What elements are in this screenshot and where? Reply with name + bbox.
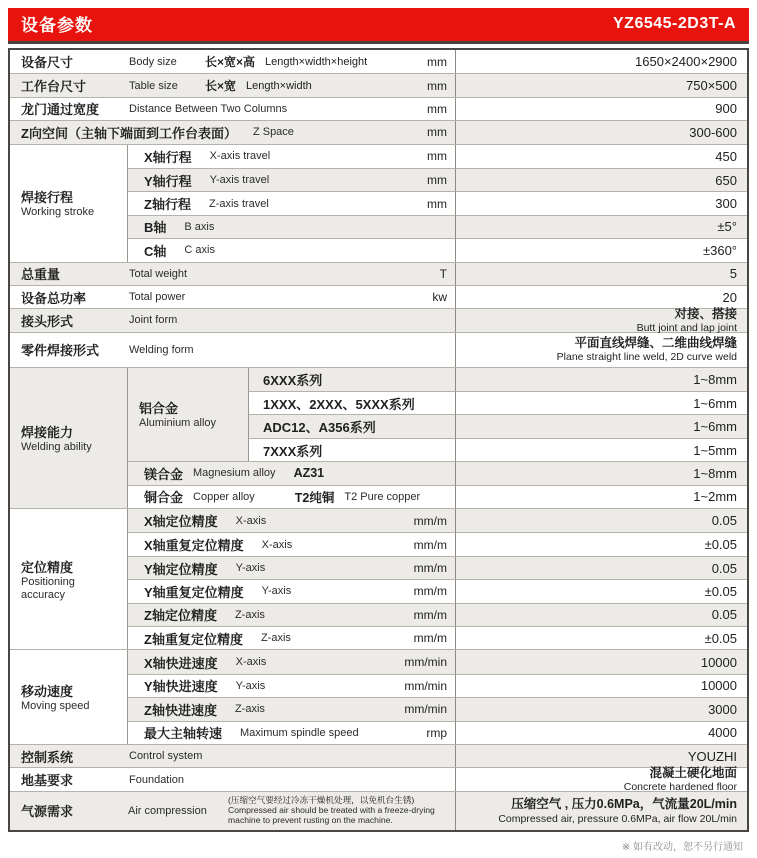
- group-label-en: Positioning accuracy: [21, 575, 75, 601]
- row-value: ±0.05: [455, 532, 747, 555]
- dimension-zh: 长×宽×高: [205, 55, 256, 70]
- unit-label: mm/min: [404, 702, 447, 717]
- label-zh: 铜合金: [144, 490, 184, 506]
- unit-label: T: [439, 266, 447, 281]
- group-welding-ability: [10, 367, 747, 508]
- alloy-grade-zh: T2纯铜: [294, 490, 335, 505]
- unit-label: mm/m: [413, 561, 447, 575]
- row-value: 10000: [455, 650, 747, 673]
- unit-label: mm/min: [404, 655, 447, 670]
- label-zh: 接头形式: [21, 313, 74, 329]
- label-en: Copper alloy: [193, 490, 255, 503]
- row-value: 1~5mm: [455, 438, 747, 461]
- row-labels: [10, 121, 455, 143]
- group-label: [10, 509, 127, 649]
- unit-label: mm: [427, 173, 447, 188]
- row-labels-copper: [127, 485, 455, 508]
- subgroup-label-zh: 铝合金: [139, 401, 179, 417]
- row-value: 5: [455, 263, 747, 285]
- row-value: 4000: [455, 721, 747, 744]
- unit-label: rmp: [426, 725, 447, 740]
- label-en: Z-axis: [234, 703, 265, 716]
- value-zh: 混凝土硬化地面: [649, 765, 737, 780]
- label-en: Body size: [129, 55, 177, 68]
- label-zh: X轴重复定位精度: [144, 538, 244, 554]
- value-en: Plane straight line weld, 2D curve weld: [556, 351, 737, 364]
- label-zh: 设备尺寸: [21, 55, 74, 71]
- value-en: Compressed air, pressure 0.6MPa, air flow 20L/min: [498, 812, 737, 825]
- spec-table: [8, 48, 749, 832]
- label-zh: 镁合金: [144, 466, 184, 482]
- value-zh: 压缩空气 , 压力0.6MPa，气流量20L/min: [511, 796, 737, 811]
- label-zh: 工作台尺寸: [21, 79, 87, 95]
- table-row-foundation: [10, 765, 747, 794]
- dimension-zh: 长×宽: [205, 79, 237, 94]
- group-label: [10, 368, 127, 508]
- label-zh: Z向空间（主轴下端面到工作台表面）: [21, 125, 237, 141]
- row-value: [455, 765, 747, 794]
- air-note: [228, 794, 455, 826]
- label-zh: 最大主轴转速: [144, 726, 223, 742]
- row-value: 450: [455, 145, 747, 168]
- row-labels: [127, 556, 455, 579]
- row-value: 750×500: [455, 74, 747, 96]
- row-value: 300: [455, 191, 747, 214]
- label-zh: Z轴快进速度: [144, 702, 217, 718]
- row-value: 1~6mm: [455, 391, 747, 414]
- label-en: Y-axis: [261, 585, 292, 598]
- row-labels: [127, 626, 455, 649]
- row-value: 0.05: [455, 556, 747, 579]
- label-en: X-axis travel: [209, 150, 271, 163]
- title-bar: [8, 8, 749, 44]
- label-zh: 气源需求: [21, 804, 74, 820]
- row-labels: [127, 603, 455, 626]
- row-labels: [10, 286, 455, 308]
- label-zh: Z轴定位精度: [144, 608, 217, 624]
- row-labels: [10, 745, 455, 767]
- group-moving-speed: [10, 649, 747, 744]
- row-value: 10000: [455, 674, 747, 697]
- table-row-control-system: [10, 744, 747, 767]
- row-value: 20: [455, 286, 747, 308]
- row-value: [455, 306, 747, 335]
- alloy-grade-en: T2 Pure copper: [344, 490, 421, 503]
- row-value: 1~2mm: [455, 485, 747, 508]
- row-value: ±360°: [455, 238, 747, 261]
- value-en: Butt joint and lap joint: [636, 322, 737, 335]
- table-row-total-weight: [10, 262, 747, 285]
- row-labels: [127, 674, 455, 697]
- dimension-en: Length×width×height: [265, 55, 368, 68]
- unit-label: mm/min: [404, 678, 447, 693]
- table-row-joint-form: [10, 306, 747, 335]
- group-label: [10, 145, 127, 262]
- alloy-grade: AZ31: [293, 466, 325, 481]
- row-value: 650: [455, 168, 747, 191]
- row-value: ±0.05: [455, 579, 747, 602]
- label-en: X-axis: [261, 538, 293, 551]
- table-row-gantry-width: [10, 97, 747, 120]
- row-value: 1~8mm: [455, 461, 747, 484]
- group-label-en: Moving speed: [21, 700, 90, 713]
- row-value: 300-600: [455, 121, 747, 143]
- series-label: ADC12、A356系列: [248, 414, 455, 437]
- group-label-en: Working stroke: [21, 205, 95, 218]
- row-labels: [127, 191, 455, 214]
- row-labels: [127, 650, 455, 673]
- label-zh: Y轴重复定位精度: [144, 584, 244, 600]
- row-labels: [10, 792, 455, 830]
- label-zh: 设备总功率: [21, 290, 87, 306]
- footer-disclaimer: ※ 如有改动，恕不另行通知: [621, 842, 743, 853]
- label-zh: 控制系统: [21, 749, 74, 765]
- label-en: Joint form: [129, 314, 178, 327]
- unit-label: mm: [427, 149, 447, 164]
- row-value: 1~8mm: [455, 368, 747, 391]
- subgroup-label-en: Aluminium alloy: [139, 417, 217, 430]
- group-label-en: Welding ability: [21, 440, 92, 453]
- label-en: Table size: [129, 79, 178, 92]
- label-en: Maximum spindle speed: [240, 726, 359, 739]
- group-label-zh: 焊接能力: [21, 424, 74, 440]
- label-zh: X轴快进速度: [144, 655, 218, 671]
- label-en: X-axis: [235, 656, 267, 669]
- label-en: Air compression: [128, 804, 207, 817]
- row-labels-magnesium: [127, 461, 455, 484]
- group-positioning-accuracy: [10, 508, 747, 649]
- label-en: Z-axis: [234, 608, 265, 621]
- label-zh: X轴定位精度: [144, 514, 218, 530]
- row-labels: [10, 768, 455, 790]
- label-en: Magnesium alloy: [193, 467, 276, 480]
- label-zh: 地基要求: [21, 773, 74, 789]
- label-en: Total weight: [129, 267, 188, 280]
- series-label: 6XXX系列: [248, 368, 455, 391]
- row-value: [455, 333, 747, 367]
- label-zh: Y轴行程: [144, 173, 192, 189]
- series-label: 1XXX、2XXX、5XXX系列: [248, 391, 455, 414]
- label-en: C axis: [184, 244, 215, 257]
- label-zh: Z轴重复定位精度: [144, 631, 243, 647]
- row-labels: [10, 333, 455, 367]
- row-labels: [10, 263, 455, 285]
- row-labels: [10, 98, 455, 120]
- unit-label: mm/m: [413, 584, 447, 599]
- table-row-body-size: [10, 50, 747, 73]
- table-row-welding-form: [10, 332, 747, 367]
- subgroup-label-aluminium: [127, 368, 248, 462]
- label-en: Distance Between Two Columns: [129, 102, 288, 115]
- group-label-zh: 定位精度: [21, 559, 74, 575]
- label-en: Foundation: [129, 773, 185, 786]
- row-labels: [127, 509, 455, 532]
- unit-label: mm/m: [413, 513, 447, 528]
- air-note-zh: (压缩空气要经过冷冻干燥机处理，以免机台生锈): [228, 795, 415, 806]
- unit-label: mm: [427, 196, 447, 211]
- row-value: 900: [455, 98, 747, 120]
- unit-label: mm: [427, 54, 447, 69]
- label-zh: 总重量: [21, 267, 61, 283]
- value-en: Concrete hardened floor: [623, 781, 737, 794]
- unit-label: mm/m: [413, 607, 447, 622]
- page-title: 设备参数: [21, 16, 93, 35]
- row-value: YOUZHI: [455, 745, 747, 767]
- row-labels: [127, 238, 455, 261]
- label-en: Z Space: [252, 126, 294, 139]
- label-zh: 零件焊接形式: [21, 343, 100, 359]
- dimension-en: Length×width: [246, 79, 312, 92]
- table-row-z-space: [10, 120, 747, 143]
- row-labels: [127, 697, 455, 720]
- label-en: Z-axis: [260, 632, 291, 645]
- value-zh: 平面直线焊缝、二维曲线焊缝: [574, 335, 737, 350]
- label-en: Total power: [129, 291, 186, 304]
- unit-label: mm/m: [413, 537, 447, 552]
- row-value: 0.05: [455, 603, 747, 626]
- value-zh: 对接、搭接: [674, 306, 737, 321]
- row-value: 0.05: [455, 509, 747, 532]
- label-en: B axis: [184, 220, 215, 233]
- row-labels: [10, 309, 455, 331]
- row-labels: [127, 721, 455, 744]
- label-en: Z-axis travel: [208, 197, 269, 210]
- unit-label: mm: [427, 78, 447, 93]
- label-zh: 龙门通过宽度: [21, 102, 100, 118]
- row-labels: [10, 50, 455, 73]
- row-labels: [127, 145, 455, 168]
- label-zh: Y轴定位精度: [144, 561, 218, 577]
- label-en: Y-axis travel: [209, 174, 270, 187]
- row-labels: [10, 74, 455, 96]
- row-labels: [127, 532, 455, 555]
- air-note-en: Compressed air should be treated with a freeze-drying machine to prevent rusting on the machine.: [228, 805, 435, 826]
- table-row-table-size: [10, 73, 747, 96]
- label-zh: Z轴行程: [144, 197, 191, 213]
- series-label: 7XXX系列: [248, 438, 455, 461]
- unit-label: mm: [427, 101, 447, 116]
- label-en: Y-axis: [235, 679, 266, 692]
- label-en: Y-axis: [235, 562, 266, 574]
- group-label-zh: 焊接行程: [21, 189, 74, 205]
- row-labels: [127, 168, 455, 191]
- model-number: YZ6545-2D3T-A: [613, 14, 736, 32]
- row-value: ±5°: [455, 215, 747, 238]
- row-value: [455, 792, 747, 830]
- row-value: 1650×2400×2900: [455, 50, 747, 73]
- row-value: 3000: [455, 697, 747, 720]
- group-label-zh: 移动速度: [21, 684, 74, 700]
- row-value: 1~6mm: [455, 414, 747, 437]
- label-en: X-axis: [235, 514, 267, 527]
- label-zh: C轴: [144, 243, 167, 259]
- table-row-total-power: [10, 285, 747, 308]
- unit-label: mm/m: [413, 631, 447, 646]
- group-working-stroke: [10, 144, 747, 262]
- table-row-air-compression: [10, 791, 747, 830]
- label-zh: Y轴快进速度: [144, 679, 218, 695]
- label-en: Control system: [129, 750, 203, 763]
- label-en: Welding form: [129, 343, 194, 356]
- label-zh: B轴: [144, 220, 167, 236]
- row-value: ±0.05: [455, 626, 747, 649]
- row-labels: [127, 215, 455, 238]
- unit-label: mm: [427, 125, 447, 140]
- row-labels: [127, 579, 455, 602]
- group-label: [10, 650, 127, 744]
- label-zh: X轴行程: [144, 149, 192, 165]
- unit-label: kw: [432, 290, 447, 305]
